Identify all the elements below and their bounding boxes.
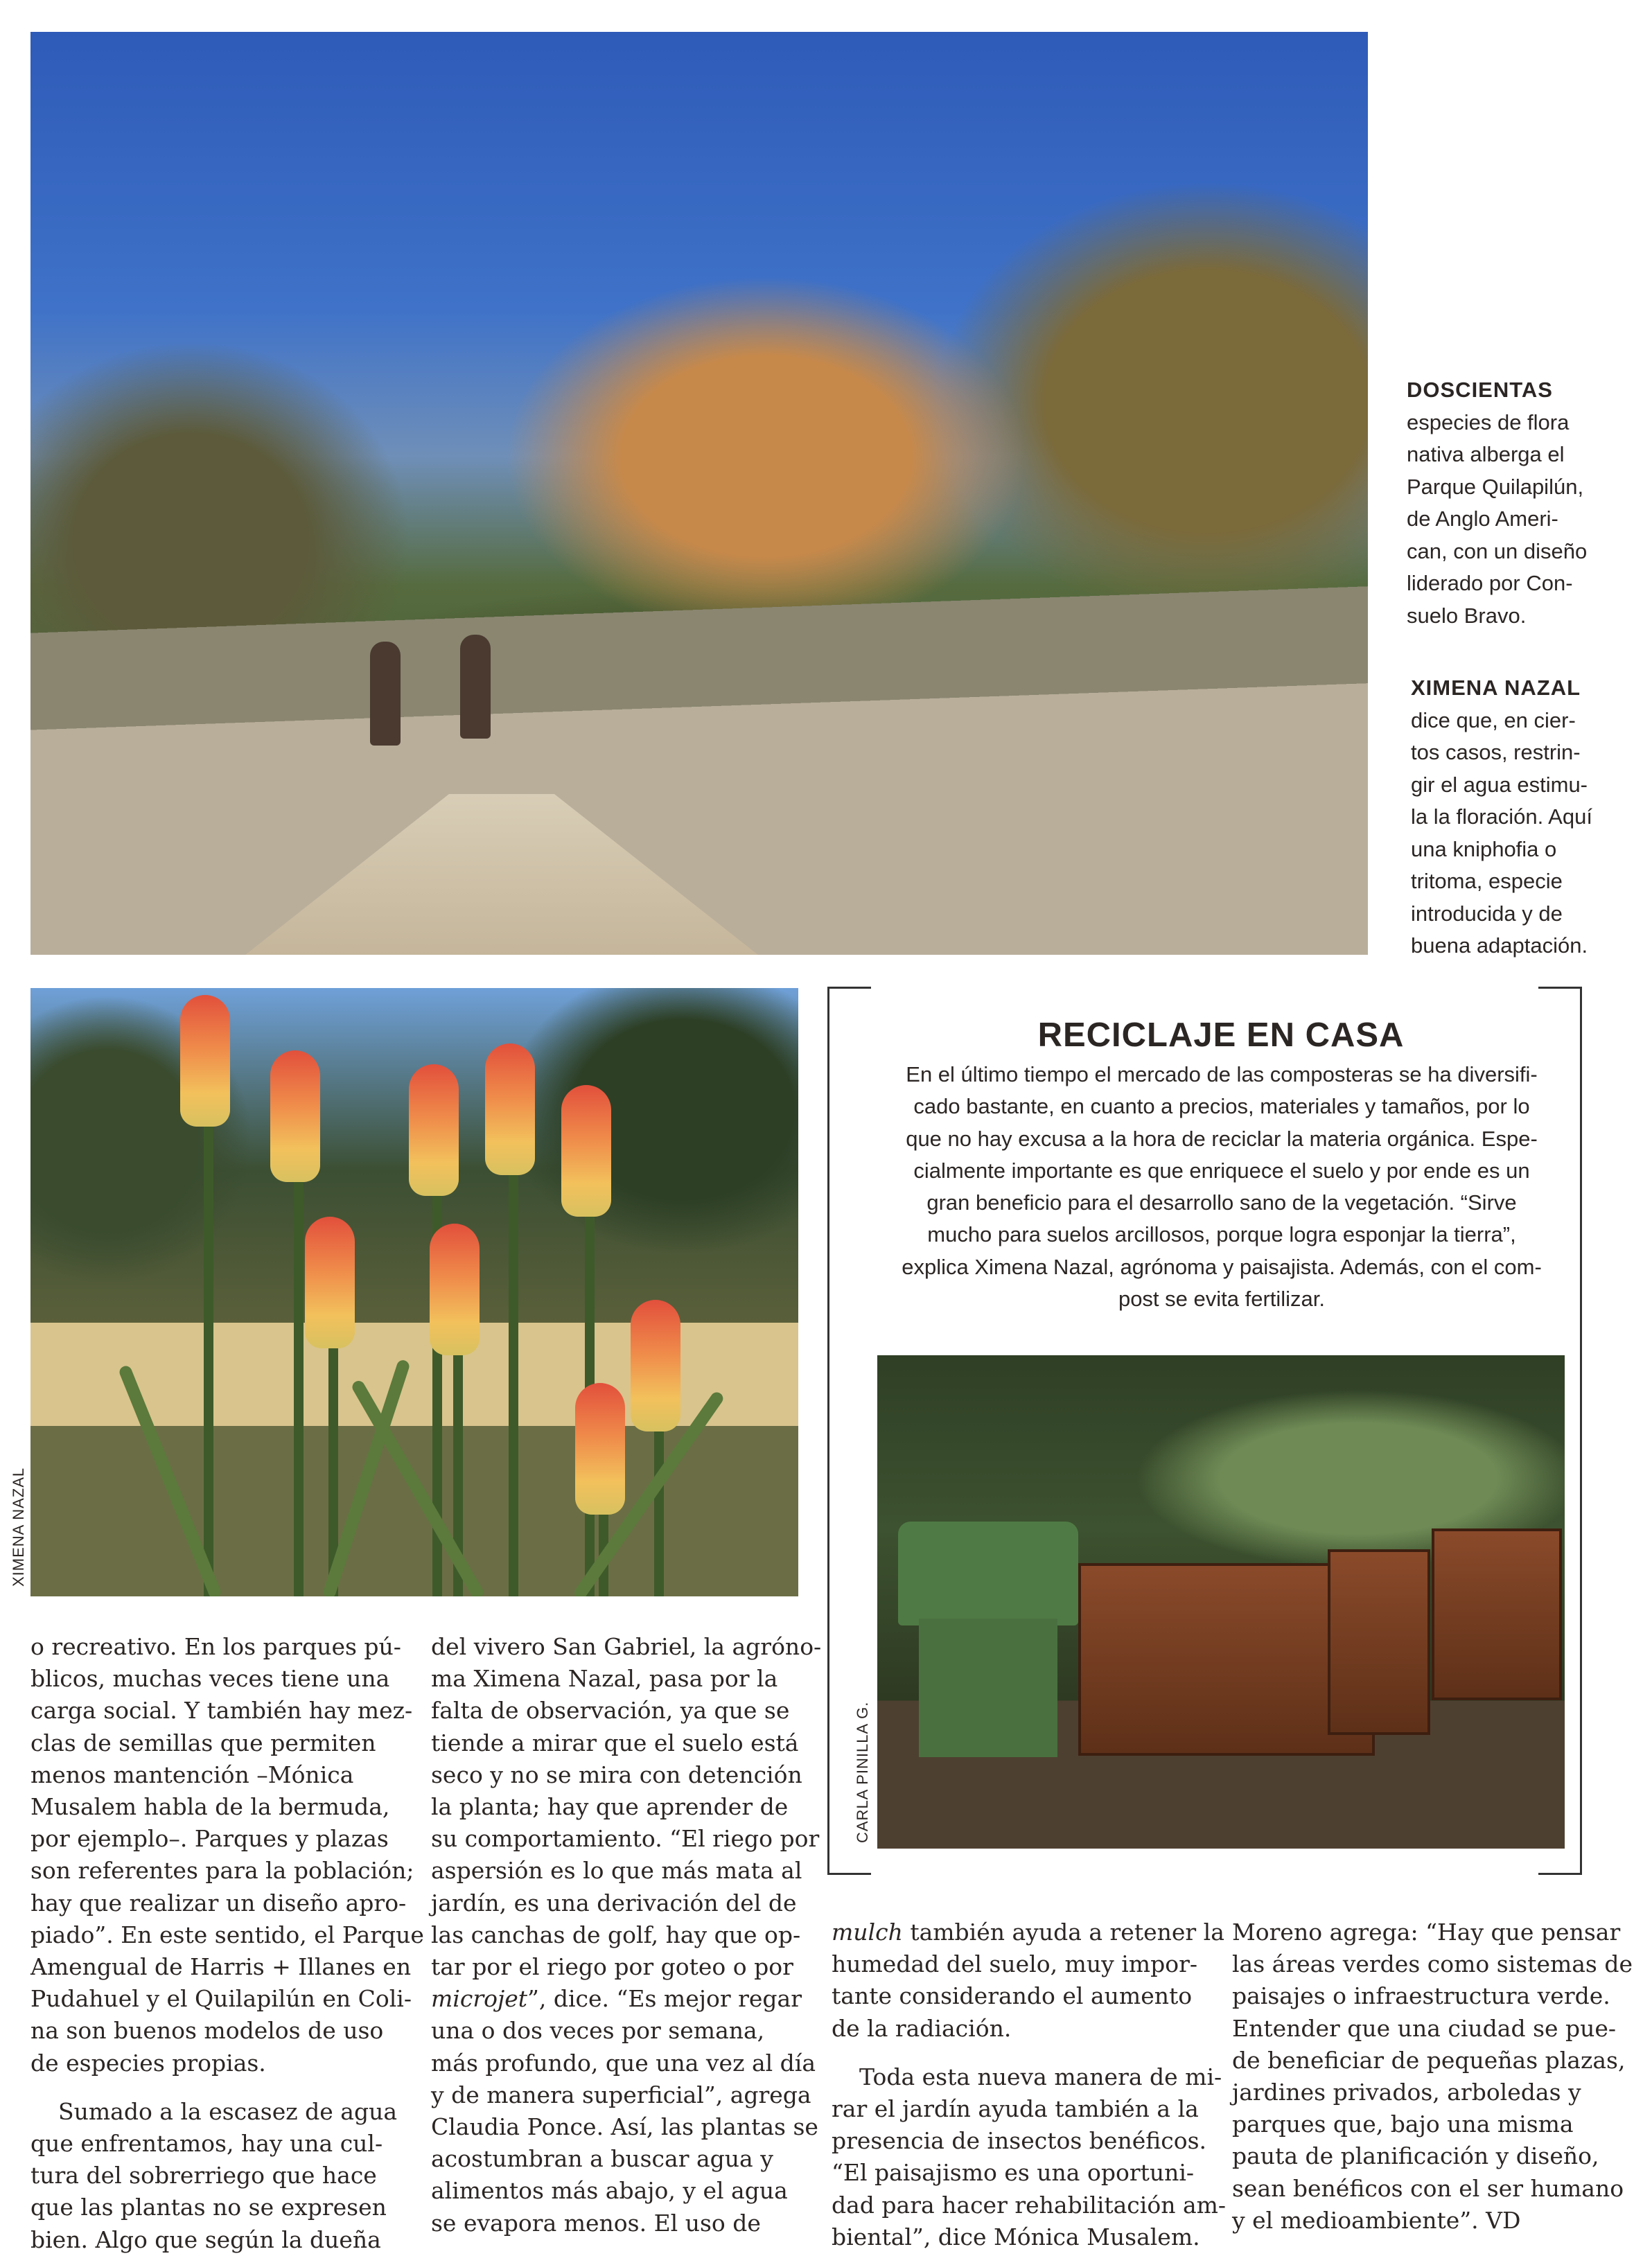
text-line: Moreno agrega: “Hay que pensar (1232, 1919, 1621, 1946)
text-line: y de manera superficial”, agrega (431, 2081, 811, 2108)
text-line: microjet”, dice. “Es mejor regar (431, 1985, 802, 2013)
text-line: las canchas de golf, hay que op- (431, 1921, 801, 1948)
text-line: biental”, dice Mónica Musalem. (832, 2223, 1200, 2250)
flower-spike (430, 1224, 480, 1355)
text-line: que no hay excusa a la hora de reciclar la materia orgánica. Espe- (906, 1126, 1538, 1151)
kniphofia-photo (30, 988, 798, 1596)
kniphofia-caption (1411, 672, 1592, 962)
text-line: su comportamiento. “El riego por (431, 1825, 820, 1853)
text-line: Musalem habla de la bermuda, (30, 1793, 390, 1821)
text-line: de Anglo Ameri- (1407, 506, 1558, 531)
text-line: Sumado a la escasez de agua (58, 2097, 398, 2125)
text-line: piado”. En este sentido, el Parque (30, 1921, 424, 1948)
text-line: introducida y de (1411, 901, 1563, 926)
text-line: gir el agua estimu- (1411, 772, 1588, 797)
text-line: na son buenos modelos de uso (30, 2017, 384, 2045)
text-line: son referentes para la población; (30, 1857, 414, 1885)
compost-bin (898, 1522, 1078, 1625)
text-line: que las plantas no se expresen (30, 2194, 387, 2221)
body-column-2 (431, 1631, 821, 2239)
text-line: la la floración. Aquí (1411, 804, 1592, 829)
text-line: nativa alberga el (1407, 442, 1565, 466)
compost-photo (877, 1355, 1565, 1849)
text-line: hay que realizar un diseño apro- (30, 1889, 407, 1916)
text-line: acostumbran a buscar agua y (431, 2145, 773, 2173)
flower-spike (485, 1043, 535, 1175)
text-line: dad para hacer rehabilitación am- (832, 2191, 1227, 2219)
text-line: Toda esta nueva manera de mi- (859, 2063, 1222, 2090)
text-line: liderado por Con- (1407, 571, 1573, 595)
photo-credit-kniphofia: XIMENA NAZAL (10, 1467, 27, 1587)
text-line: gran beneficio para el desarrollo sano de la vegetación. “Sirve (926, 1190, 1517, 1215)
text-line: que enfrentamos, hay una cul- (30, 2130, 383, 2158)
sidebar-title: RECICLAJE EN CASA (1037, 1016, 1405, 1054)
text-line: tura del sobrerriego que hace (30, 2162, 377, 2189)
text-line: En el último tiempo el mercado de las composteras se ha diversifi- (906, 1062, 1538, 1086)
text-line: paisajes o infraestructura verde. (1232, 1982, 1610, 2010)
text-line: suelo Bravo. (1407, 603, 1527, 628)
caption-keyword: XIMENA NAZAL (1411, 676, 1581, 700)
caption-keyword: DOSCIENTAS (1407, 378, 1553, 402)
flower-spike (305, 1217, 355, 1348)
text-line: seco y no se mira con detención (431, 1761, 802, 1788)
text-line: de beneficiar de pequeñas plazas, (1232, 2046, 1626, 2074)
flower-spike (561, 1085, 611, 1217)
photo-credit-compost: CARLA PINILLA G. (854, 1701, 871, 1843)
text-line: Claudia Ponce. Así, las plantas se (431, 2113, 818, 2141)
text-line: tritoma, especie (1411, 869, 1563, 893)
flower-spike (180, 995, 230, 1127)
park-walkway-photo (30, 32, 1368, 955)
text-line: o recreativo. En los parques pú- (30, 1633, 401, 1660)
text-line: Entender que una ciudad se pue- (1232, 2014, 1617, 2042)
text-line: especies de flora (1407, 409, 1570, 434)
text-line: cado bastante, en cuanto a precios, materiales y tamaños, por lo (913, 1094, 1530, 1119)
text-line: falta de observación, ya que se (431, 1697, 790, 1725)
text-line: rar el jardín ayuda también a la (832, 2095, 1199, 2123)
walker-figure (370, 642, 401, 746)
text-line: blicos, muchas veces tiene una (30, 1665, 390, 1693)
body-column-1 (30, 1631, 424, 2256)
text-line: tiende a mirar que el suelo está (431, 1729, 799, 1756)
walkway-path (238, 794, 765, 955)
text-line: la planta; hay que aprender de (431, 1793, 789, 1821)
flower-spike (575, 1383, 625, 1515)
text-line: carga social. Y también hay mez- (30, 1697, 413, 1725)
text-line: cialmente importante es que enriquece el suelo y por ende es un (913, 1158, 1530, 1183)
text-line: y el medioambiente”. VD (1232, 2206, 1521, 2234)
text-line: ma Ximena Nazal, pasa por la (431, 1665, 778, 1693)
text-line: aspersión es lo que más mata al (431, 1857, 802, 1885)
flower-spike (270, 1050, 320, 1182)
text-line: mucho para suelos arcillosos, porque logra esponjar la tierra”, (927, 1222, 1516, 1247)
text-line: por ejemplo–. Parques y plazas (30, 1825, 389, 1853)
text-line: tante considerando el aumento (832, 1982, 1193, 2010)
text-line: las áreas verdes como sistemas de (1232, 1950, 1633, 1978)
text-line: alimentos más abajo, y el agua (431, 2177, 788, 2205)
text-line: parques que, bajo una misma (1232, 2110, 1574, 2138)
text-line: jardines privados, arboledas y (1232, 2079, 1581, 2106)
text-line: pauta de planificación y diseño, (1232, 2142, 1599, 2170)
text-line: de especies propias. (30, 2049, 266, 2077)
text-line: Amengual de Harris + Illanes en (30, 1953, 412, 1981)
body-column-3 (832, 1916, 1226, 2253)
raised-bed (1328, 1549, 1430, 1735)
flower-spike (631, 1300, 680, 1431)
body-column-4 (1232, 1916, 1633, 2237)
text-line: de la radiación. (832, 2014, 1012, 2042)
text-line: explica Ximena Nazal, agrónoma y paisajista. Además, con el com- (902, 1254, 1542, 1279)
text-line: sean benéficos con el ser humano (1232, 2174, 1624, 2202)
text-line: post se evita fertilizar. (1118, 1287, 1326, 1312)
text-line: “El paisajismo es una oportuni- (832, 2159, 1195, 2187)
sidebar-text (852, 1059, 1591, 1315)
text-line: una kniphofia o (1411, 836, 1557, 861)
text-line: presencia de insectos benéficos. (832, 2127, 1207, 2155)
text-line: bien. Algo que según la dueña (30, 2226, 381, 2253)
text-line: se evapora menos. El uso de (431, 2209, 761, 2237)
text-line: Pudahuel y el Quilapilún en Coli- (30, 1985, 412, 2013)
text-line: más profundo, que una vez al día (431, 2049, 816, 2077)
text-line: menos mantención –Mónica (30, 1761, 354, 1788)
text-line: dice que, en cier- (1411, 707, 1576, 732)
text-line: del vivero San Gabriel, la agróno- (431, 1633, 822, 1660)
text-line: buena adaptación. (1411, 933, 1588, 958)
top-photo-caption (1407, 374, 1587, 632)
text-line: tar por el riego por goteo o por (431, 1953, 793, 1981)
text-line: una o dos veces por semana, (431, 2017, 765, 2045)
text-line: humedad del suelo, muy impor- (832, 1950, 1197, 1978)
walker-figure (460, 635, 491, 739)
text-line: can, con un diseño (1407, 538, 1588, 563)
text-line: jardín, es una derivación del de (431, 1889, 797, 1916)
flower-spike (409, 1064, 459, 1196)
text-line: tos casos, restrin- (1411, 740, 1581, 764)
raised-bed (1432, 1528, 1562, 1700)
text-line: Parque Quilapilún, (1407, 474, 1584, 499)
text-line: mulch también ayuda a retener la (832, 1919, 1224, 1946)
text-line: clas de semillas que permiten (30, 1729, 376, 1756)
